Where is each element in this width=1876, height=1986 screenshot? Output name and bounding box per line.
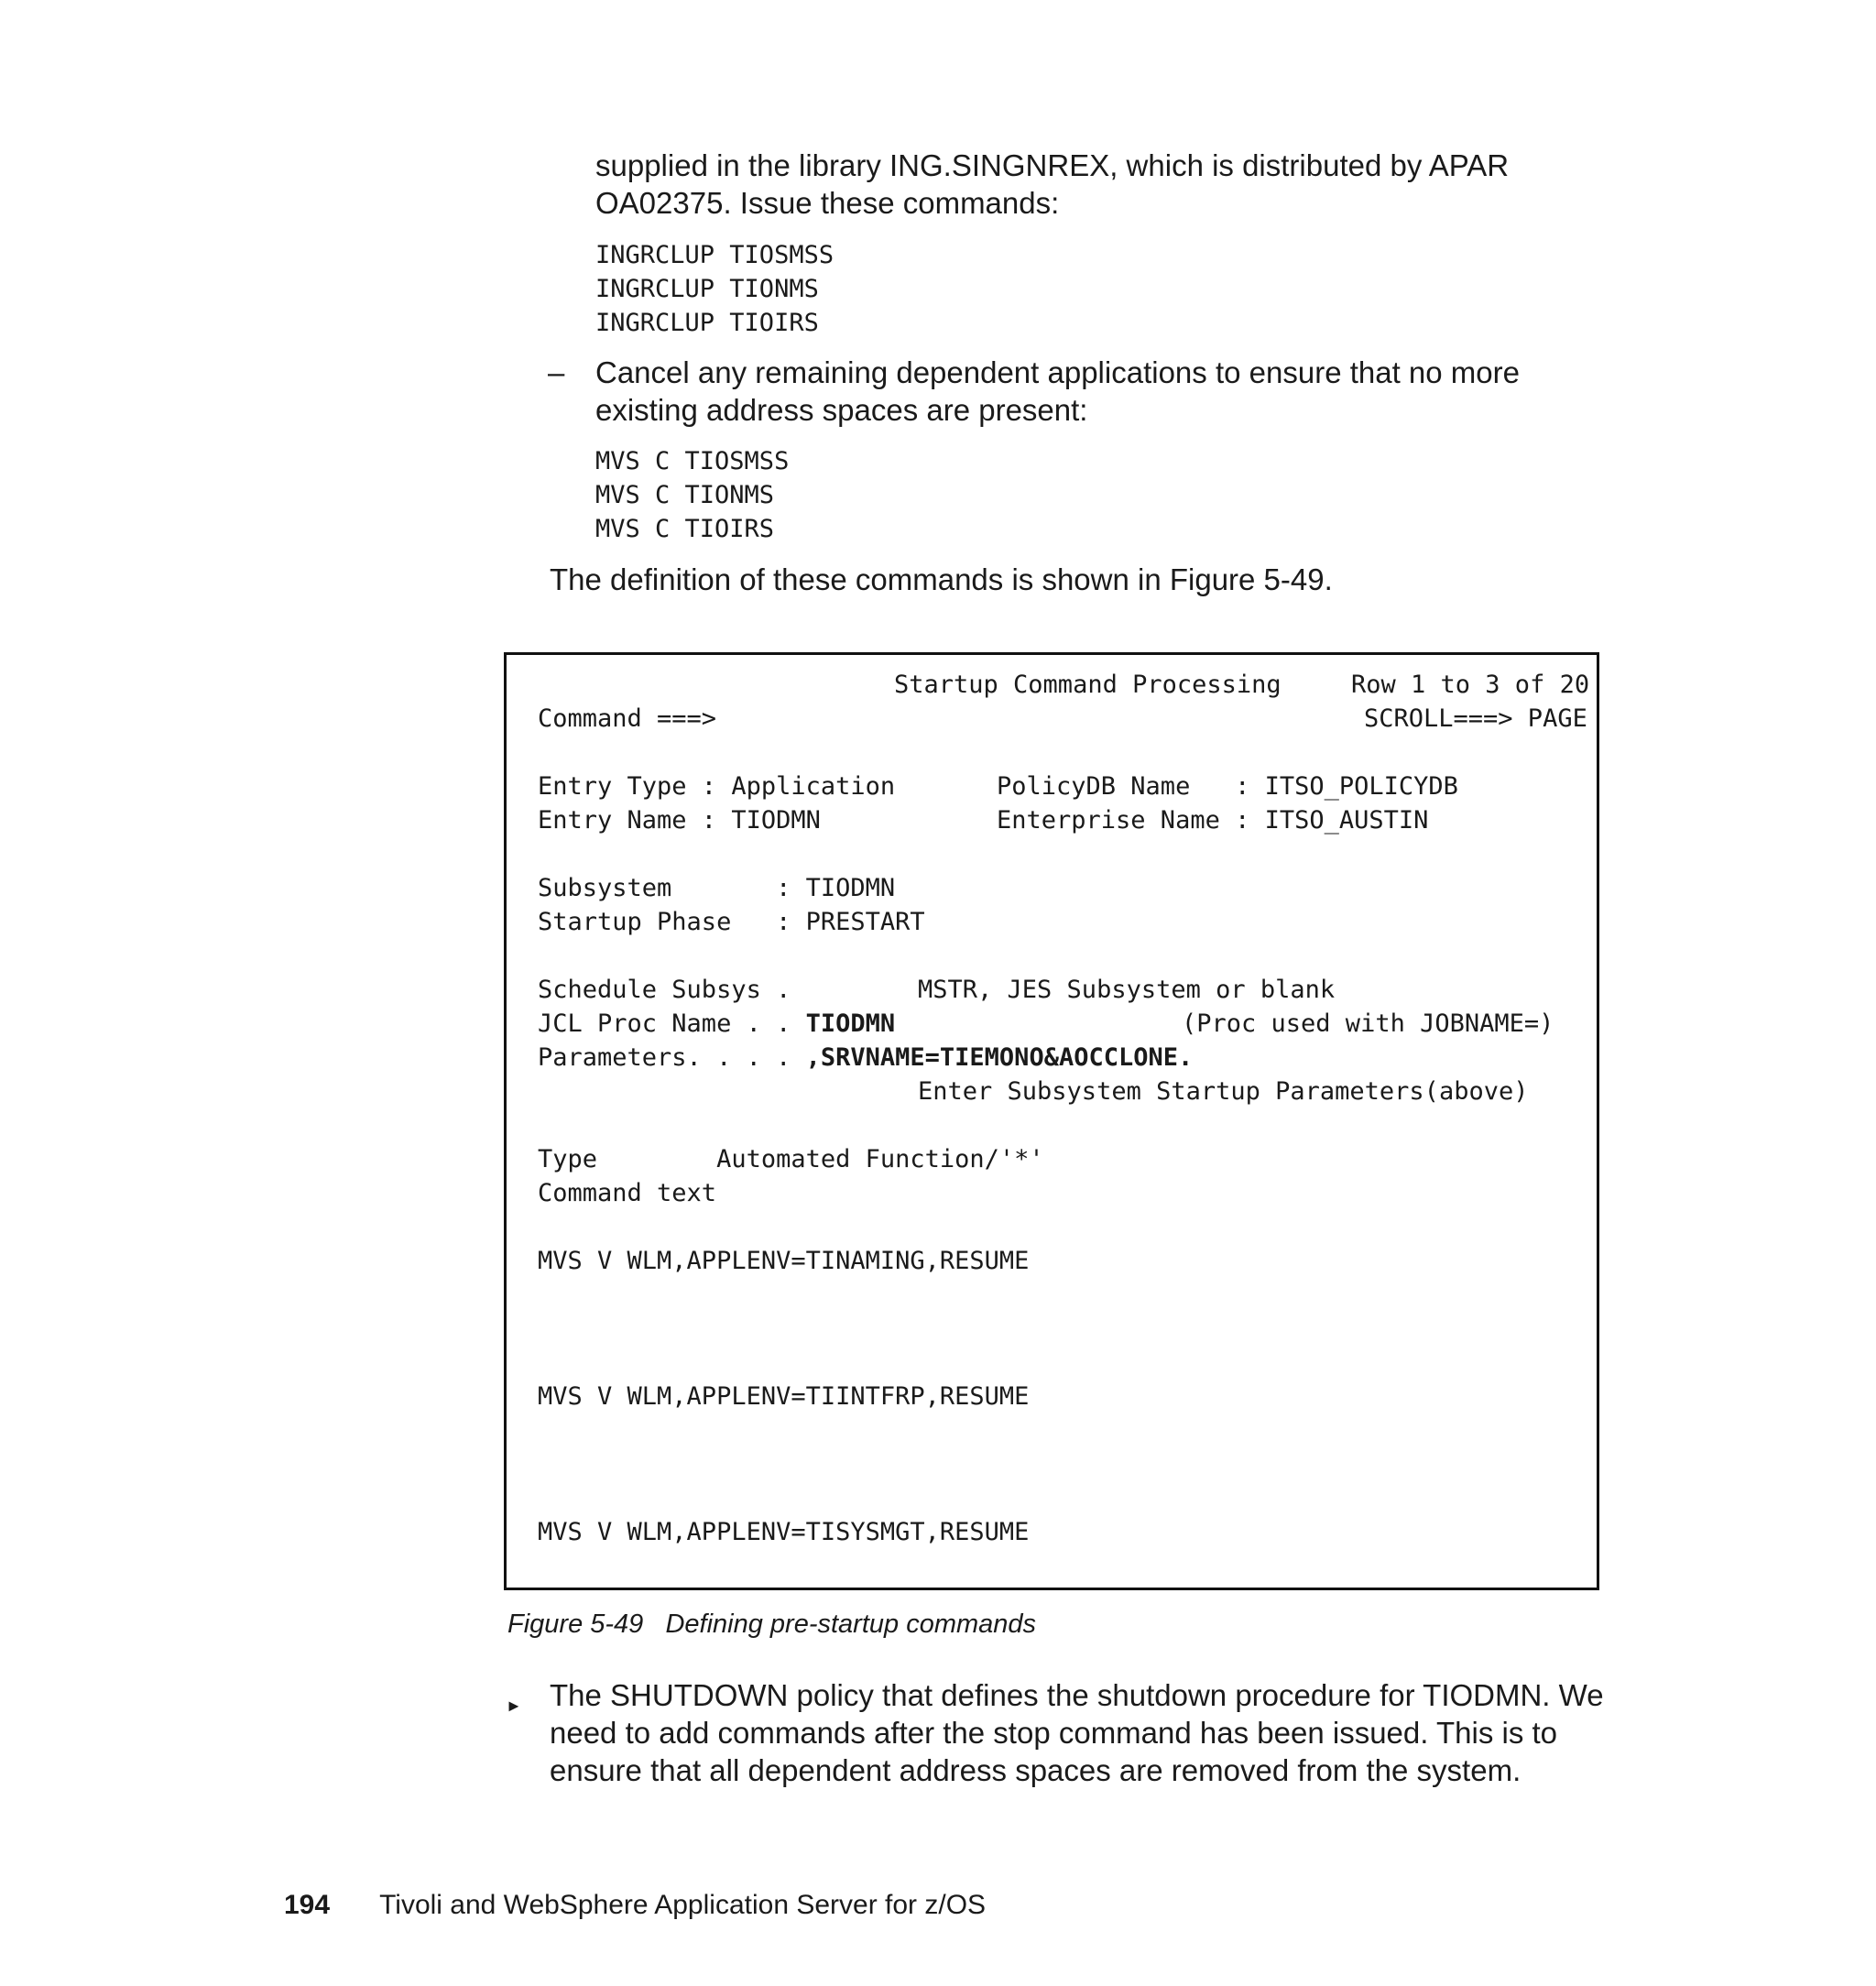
schedule-subsys-label: Schedule Subsys . xyxy=(538,976,791,1004)
bullet-marker-icon: ► xyxy=(506,1697,522,1715)
type-column-header: Type Automated Function/'*' xyxy=(538,1145,1044,1173)
code-line: INGRCLUP TIOSMSS xyxy=(595,241,834,269)
command-entry[interactable]: MVS V WLM,APPLENV=TINAMING,RESUME xyxy=(538,1247,1030,1275)
jcl-proc-row xyxy=(538,1007,895,1041)
command-prompt[interactable]: Command ===> xyxy=(538,704,717,733)
mvs-cancel-code-block xyxy=(595,444,789,546)
parameters-input[interactable]: ,SRVNAME=TIEMONO&AOCCLONE. xyxy=(805,1043,1194,1072)
code-line: MVS C TIOSMSS xyxy=(595,447,790,475)
command-entry[interactable]: MVS V WLM,APPLENV=TISYSMGT,RESUME xyxy=(538,1518,1030,1546)
definition-paragraph: The definition of these commands is shown in Figure 5-49. xyxy=(550,562,1333,596)
shutdown-bullet-item xyxy=(504,1676,1612,1789)
page-footer xyxy=(284,1890,986,1921)
startup-phase-field: Startup Phase : PRESTART xyxy=(538,908,925,936)
intro-paragraph: supplied in the library ING.SINGNREX, which is distributed by APAR OA02375. Issue these commands: xyxy=(595,148,1510,220)
code-line: MVS C TIONMS xyxy=(595,481,775,509)
cancel-list-item-text: Cancel any remaining dependent applications to ensure that no more existing address spaces are present: xyxy=(595,355,1520,427)
parameters-label: Parameters. . . . xyxy=(538,1043,806,1072)
shutdown-bullet-text: The SHUTDOWN policy that defines the shutdown procedure for TIODMN. We need to add commands after the stop command has been issued. This is to ensure that all dependent address spaces are removed from the system. xyxy=(550,1678,1604,1787)
code-line: INGRCLUP TIOIRS xyxy=(595,309,819,337)
entry-name: Entry Name : TIODMN xyxy=(538,806,821,835)
policydb-name: PolicyDB Name : ITSO_POLICYDB xyxy=(997,772,1458,801)
enterprise-name: Enterprise Name : ITSO_AUSTIN xyxy=(997,806,1429,835)
dash-marker: – xyxy=(548,355,565,389)
entry-type: Entry Type : Application xyxy=(538,772,896,801)
code-line: MVS C TIOIRS xyxy=(595,515,775,543)
book-title: Tivoli and WebSphere Application Server for z/OS xyxy=(379,1890,987,1920)
schedule-subsys-hint: MSTR, JES Subsystem or blank xyxy=(918,976,1336,1004)
panel-title: Startup Command Processing xyxy=(894,671,1282,699)
jcl-proc-label: JCL Proc Name . . xyxy=(538,1009,806,1038)
ingrclup-code-block xyxy=(595,238,834,340)
parameters-hint: Enter Subsystem Startup Parameters(above) xyxy=(918,1077,1529,1106)
subsystem-field: Subsystem : TIODMN xyxy=(538,874,896,902)
command-entry[interactable]: MVS V WLM,APPLENV=TIINTFRP,RESUME xyxy=(538,1382,1030,1411)
page-number: 194 xyxy=(284,1890,331,1920)
parameters-row xyxy=(538,1041,1193,1075)
jcl-proc-input[interactable]: TIODMN xyxy=(805,1009,896,1038)
scroll-setting[interactable]: SCROLL===> PAGE xyxy=(1364,704,1587,733)
code-line: INGRCLUP TIONMS xyxy=(595,275,819,303)
jcl-proc-hint: (Proc used with JOBNAME=) xyxy=(1182,1009,1554,1038)
row-indicator: Row 1 to 3 of 20 xyxy=(1351,671,1590,699)
figure-caption: Figure 5-49 Defining pre-startup commands xyxy=(507,1610,1037,1639)
cancel-list-item xyxy=(548,354,1601,429)
startup-command-processing-panel xyxy=(504,652,1599,1590)
command-text-header: Command text xyxy=(538,1179,717,1207)
